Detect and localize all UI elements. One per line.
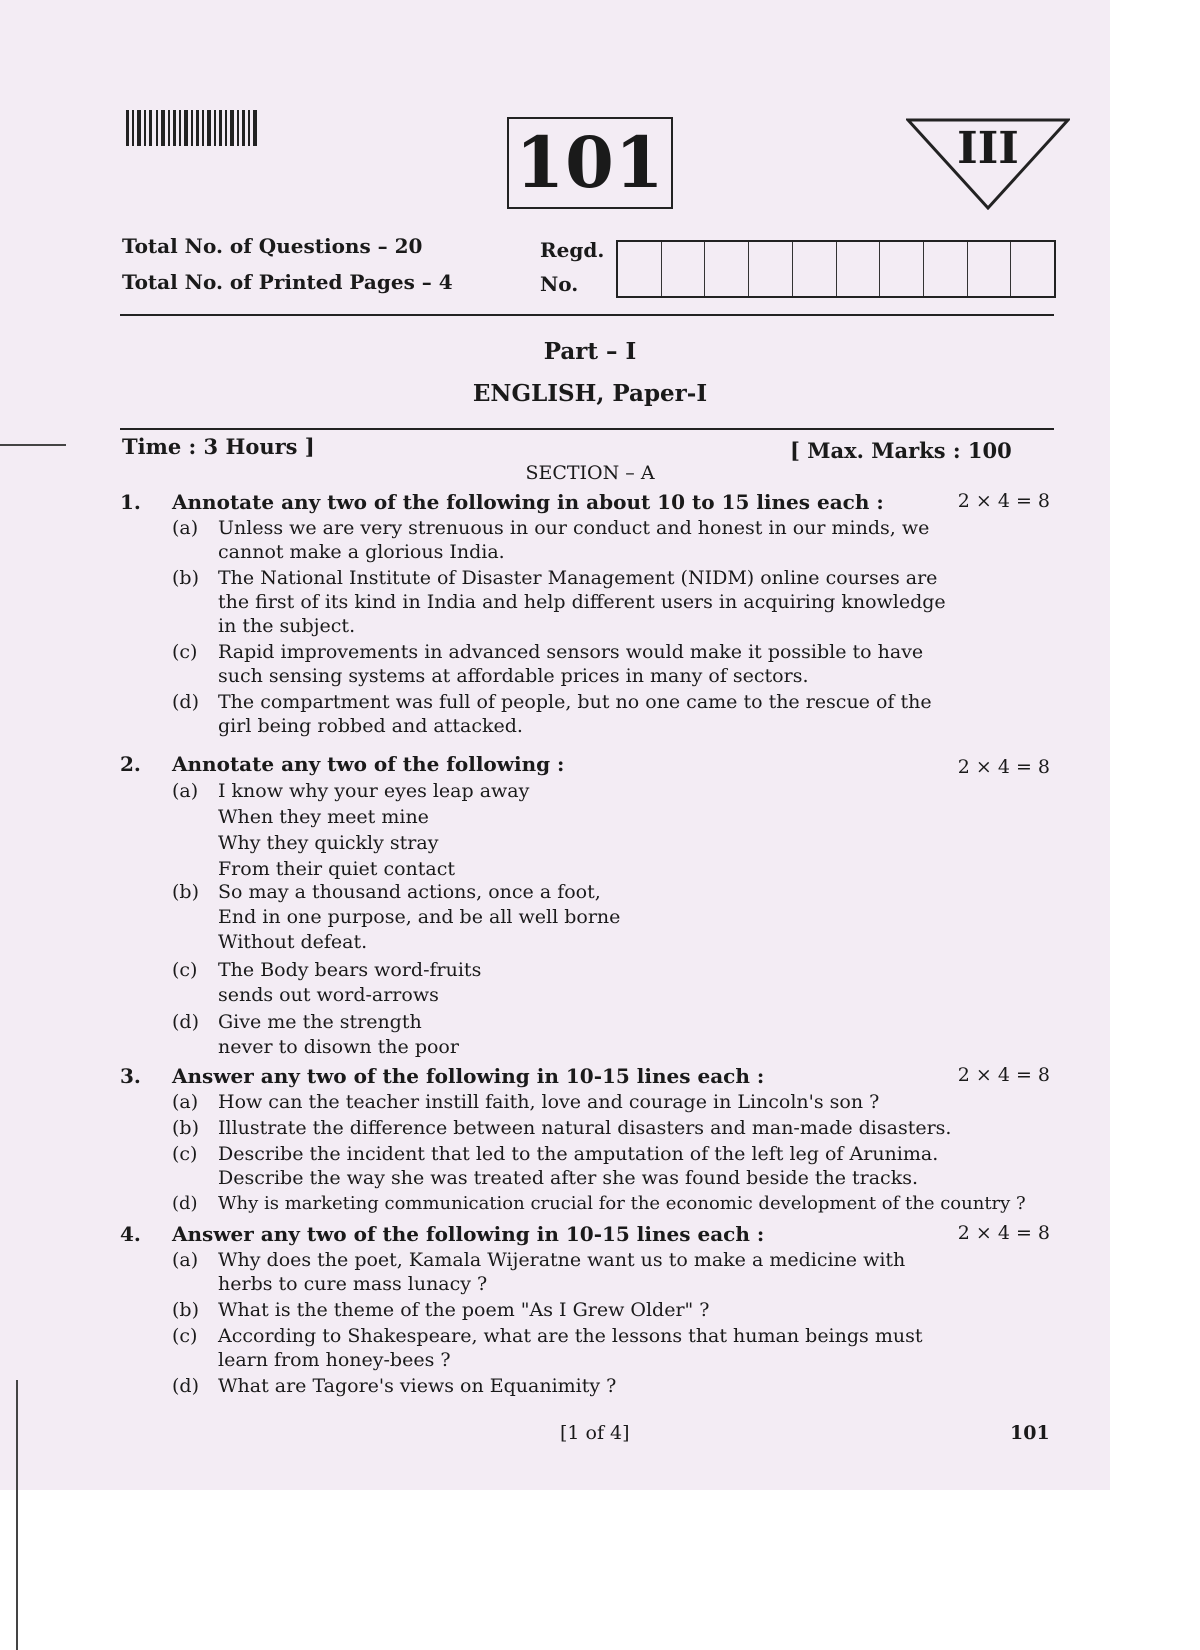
barcode xyxy=(126,110,260,146)
section-title: SECTION – A xyxy=(525,462,655,484)
total-pages: Total No. of Printed Pages – 4 xyxy=(122,270,453,294)
marks-label: 2 × 4 = 8 xyxy=(957,1064,1050,1086)
part-title: Part – I xyxy=(543,338,637,365)
subject-title: ENGLISH, Paper-I xyxy=(472,380,708,407)
exam-page: 101 III Total No. of Questions – 20 Total No. of Printed Pages – 4 Regd. No. Part – I ENGLISH, Paper-I Time : 3 Hours ] [ Max. Marks : 100 SECTION – A 1. Annotate any two of the following in about 10 to 15 lines each : 2 × 4 = 8 (a) Unless we are very strenuous in our conduct and honest in our minds, we cannot make a glorious India. (b) The National Institute of Disaster Management (NIDM) online courses are the first of its kind in India and help different users in acquiring knowledge in the subject. (c) Rapid improvements in advanced sensors would make it possible to have such sensing systems at affordable prices in many of sectors. (d) The compartment was full of people, but no one came to the rescue of the girl being robbed and attacked. 2. Annotate any two of the following : 2 × 4 = 8 (a) I know why your eyes leap away When they meet mine Why they quickly stray From their quiet contact (b) So may a thousand actions, once a foot, End in one purpose, and be all well borne Without defeat. (c) The Body bears word-fruits sends out word-arrows (d) Give me the strength never to disown the poor 3. Answer any two of the following in 10-15 lines each : 2 × 4 = 8 (a) How can the teacher instill faith, love and courage in Lincoln's son ? (b) Illustrate the difference between natural disasters and man-made disasters. (c) Describe the incident that led to the amputation of the left leg of Arunima. Describe the way she was treated after she was found beside the tracks. (d) Why is marketing communication crucial for the economic development of the country ? 4. Answer any two of the following in 10-15 lines each : 2 × 4 = 8 (a) Why does the poet, Kamala Wijeratne want us to make a medicine with herbs to cure mass lunacy ? (b) What is the theme of the poem "As I Grew Older" ? (c) According to Shakespeare, what are the lessons that human beings must learn from honey-bees ? (d) What are Tagore's views on Equanimity ? [1 of 4] 101 xyxy=(0,0,1110,1490)
question-number: 1. xyxy=(120,490,141,514)
divider xyxy=(120,428,1054,430)
marks-label: 2 × 4 = 8 xyxy=(957,1222,1050,1244)
max-marks-label: [ Max. Marks : 100 xyxy=(790,438,1012,463)
time-label: Time : 3 Hours ] xyxy=(122,434,315,459)
question-number: 2. xyxy=(120,752,141,776)
set-code: III xyxy=(957,123,1019,174)
regd-label: Regd. xyxy=(540,238,605,262)
scan-edge-line xyxy=(16,1380,18,1650)
paper-code-box: 101 xyxy=(507,117,673,209)
question-heading: Answer any two of the following in 10-15 lines each : xyxy=(172,1222,765,1246)
question-heading: Answer any two of the following in 10-15 lines each : xyxy=(172,1064,765,1088)
marks-label: 2 × 4 = 8 xyxy=(957,756,1050,778)
question-heading: Annotate any two of the following in about 10 to 15 lines each : xyxy=(172,490,884,514)
divider xyxy=(120,314,1054,316)
total-questions: Total No. of Questions – 20 xyxy=(122,234,423,258)
no-label: No. xyxy=(540,272,579,296)
regd-number-field[interactable] xyxy=(616,240,1056,298)
question-number: 3. xyxy=(120,1064,141,1088)
question-heading: Annotate any two of the following : xyxy=(172,752,565,776)
question-number: 4. xyxy=(120,1222,141,1246)
marks-label: 2 × 4 = 8 xyxy=(957,490,1050,512)
page-number: [1 of 4] xyxy=(560,1422,630,1444)
footer-code: 101 xyxy=(1010,1422,1050,1444)
scan-mark xyxy=(0,444,66,446)
